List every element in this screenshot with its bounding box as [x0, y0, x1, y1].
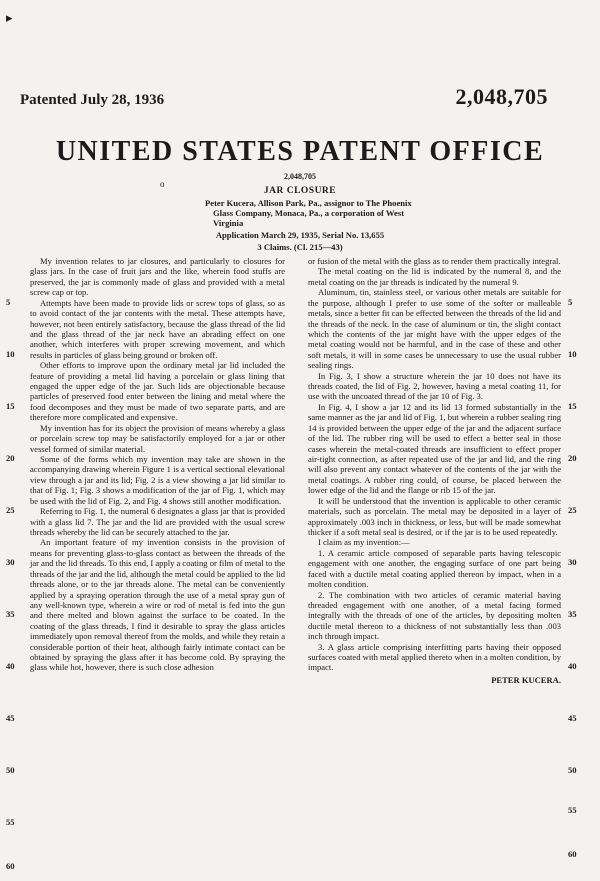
- paragraph: My invention relates to jar closures, and particularly to closures for glass jars. In the case of fruit jars and the like, wherein food stuffs are preserved, the jar is commonly made of glass and provided with a metal screw cap or top.: [30, 256, 285, 298]
- claim: 3. A glass article comprising interfitting parts having their opposed surfaces coated with metal applied thereto when in a molten condition, by impact.: [308, 641, 561, 673]
- line-number: 10: [6, 349, 15, 359]
- claim: 2. The combination with two articles of ceramic material having threaded engagement with one another, of a metal facing formed integrally with the threads of one of the articles, by depositing molten ductile metal thereon to a thickness of not substantially less than .003 inch through impact.: [308, 589, 561, 642]
- line-number: 50: [568, 765, 577, 775]
- line-number: 35: [6, 609, 15, 619]
- paragraph: In Fig. 3, I show a structure wherein the jar 10 does not have its threads coated, the lid of Fig. 2, however, having a metal coating 11, for use with the uncoated thread of the jar 10 of Fig. 3.: [308, 370, 561, 402]
- paragraph: An important feature of my invention consists in the provision of means for preventing glass-to-glass contact as between the threads of the jar and the lid threads. To this end, I apply a coating or film of metal to the threads of the jar and the lid, although the metal could be applied to the lid threads alone, or to the jar threads alone. The metal can be conveniently applied by a spraying operation through the use of a metal spray gun of any well-known type, wherein a wire or rod of metal is fed into the gun and there melted and blown against the surface to be coated. In the coating of the glass threads, I find it desirable to spray the glass articles immediately upon removal thereof from the molds, and while they retain a considerable portion of their heat, although fairly intimate contact can be obtained by spraying the glass after it has become cold. By spraying the glass while hot, however, there is such close adhesion: [30, 537, 285, 673]
- line-number: 60: [6, 861, 15, 871]
- line-number: 30: [568, 557, 577, 567]
- claims-intro: I claim as my invention:—: [318, 537, 410, 548]
- line-number: 40: [568, 661, 577, 671]
- bullet-mark: o: [160, 179, 165, 189]
- line-number: 35: [568, 609, 577, 619]
- paragraph: My invention has for its object the provision of means whereby a glass or porcelain screw top may be satisfactorily employed for a jar or other vessel formed of similar material.: [30, 422, 285, 454]
- signature: PETER KUCERA.: [491, 674, 561, 685]
- line-number: 5: [568, 297, 573, 307]
- paragraph: Other efforts to improve upon the ordinary metal jar lid included the feature of providing a metal lid having a porcelain or glass lining that engaged the upper edge of the jar. Such lids are objectionable because particles of preserved food enter between the lining and metal where the food decomposes and they must be made of two separate parts, and are therefore more complicated and expensive.: [30, 360, 285, 423]
- line-number: 45: [568, 713, 577, 723]
- line-number: 25: [568, 505, 577, 515]
- office-heading: UNITED STATES PATENT OFFICE: [55, 136, 545, 167]
- paragraph: Some of the forms which my invention may take are shown in the accompanying drawing wherein Figure 1 is a vertical sectional elevational view through a jar and its lid; Fig. 2 is a view showing a jar lid similar to that of Fig. 1; Fig. 3 shows a modification of the jar of Fig. 1, which may be used with the lid of Fig. 2, and Fig. 4 shows still another modification.: [30, 454, 285, 506]
- line-number: 50: [6, 765, 15, 775]
- claim: 1. A ceramic article composed of separable parts having telescopic engagement with one another, the engaging surface of one part being faced with a ductile metal coating applied thereon by impact, when in a molten condition.: [308, 547, 561, 590]
- paragraph: In Fig. 4, I show a jar 12 and its lid 13 formed substantially in the same manner as the jar and lid of Fig. 1, but wherein a rubber sealing ring 14 is provided between the upper edge of the jar and the adjacent surface of the lid. The rubber ring will be used to effect a better seal in those cases wherein the metal-coated threads are insufficient to effect proper air-tight connection, as after repeated use of the jar and lid, and the ring will also prevent any contact whatever of the contents of the jar with the metal coatings. A rubber ring could, of course, be placed between the lower edge of the lid and the flange or rib 15 of the jar.: [308, 401, 561, 496]
- line-number: 55: [568, 805, 577, 815]
- paragraph: or fusion of the metal with the glass as to render them practically integral.: [308, 256, 561, 266]
- line-number: 40: [6, 661, 15, 671]
- patented-date: Patented July 28, 1936: [20, 92, 165, 108]
- application-line: Application March 29, 1935, Serial No. 13,655: [215, 230, 385, 240]
- corner-mark: ▸: [6, 10, 13, 25]
- line-number: 45: [6, 713, 15, 723]
- line-number: 25: [6, 505, 15, 515]
- line-number: 15: [6, 401, 15, 411]
- inventor-block: Peter Kucera, Allison Park, Pa., assignor to The Phoenix Glass Company, Monaca, Pa., a corporation of West Virginia: [205, 198, 412, 228]
- patent-small-number: 2,048,705: [284, 172, 316, 181]
- line-number: 60: [568, 849, 577, 859]
- paragraph: Attempts have been made to provide lids or screw tops of glass, so as to avoid contact of the jar contents with the metal. These attempts have, however, not been entirely satisfactory, because the glass thread of the lid and the glass thread of the jar neck have an abrading effect on one another, which interferes with proper screwing movement, and which results in particles of glass being ground or broken off.: [30, 297, 285, 360]
- paragraph: The metal coating on the lid is indicated by the numeral 8, and the metal coating on the jar threads is indicated by the numeral 9.: [308, 266, 561, 287]
- left-column: [30, 256, 285, 673]
- line-number: 5: [6, 297, 11, 307]
- line-number: 55: [6, 817, 15, 827]
- line-number: 20: [6, 453, 15, 463]
- line-number: 15: [568, 401, 577, 411]
- right-column: [308, 256, 561, 685]
- line-number: 10: [568, 349, 577, 359]
- line-number: 30: [6, 557, 15, 567]
- patent-title: JAR CLOSURE: [263, 186, 337, 196]
- line-number: 20: [568, 453, 577, 463]
- claims-classification: 3 Claims. (Cl. 215—43): [257, 242, 343, 252]
- paragraph: It will be understood that the invention is applicable to other ceramic materials, such as porcelain. The metal may be deposited in a layer of approximately .003 inch in thickness, or less, but will be made somewhat thicker if a soft metal seal is desired, or if the jar is to be used repeatedly.: [308, 495, 561, 537]
- patent-number: 2,048,705: [455, 84, 548, 109]
- paragraph: Referring to Fig. 1, the numeral 6 designates a glass jar that is provided with a glass lid 7. The jar and the lid are provided with the usual screw threads whereby the lid can be securely attached to the jar.: [30, 506, 285, 537]
- paragraph: Aluminum, tin, stainless steel, or various other metals are suitable for the purpose, although I prefer to use some of the softer or malleable metals, since a better fit can be effected between the threads of the lid and the threads of the neck. In the case of aluminum or tin, the slight contact which the contents of the jar might have with the upper edges of the metal coating would not be harmful, and in the case of these and other soft metals, it will in some cases be unnecessary to use the usual rubber sealing rings.: [308, 287, 561, 371]
